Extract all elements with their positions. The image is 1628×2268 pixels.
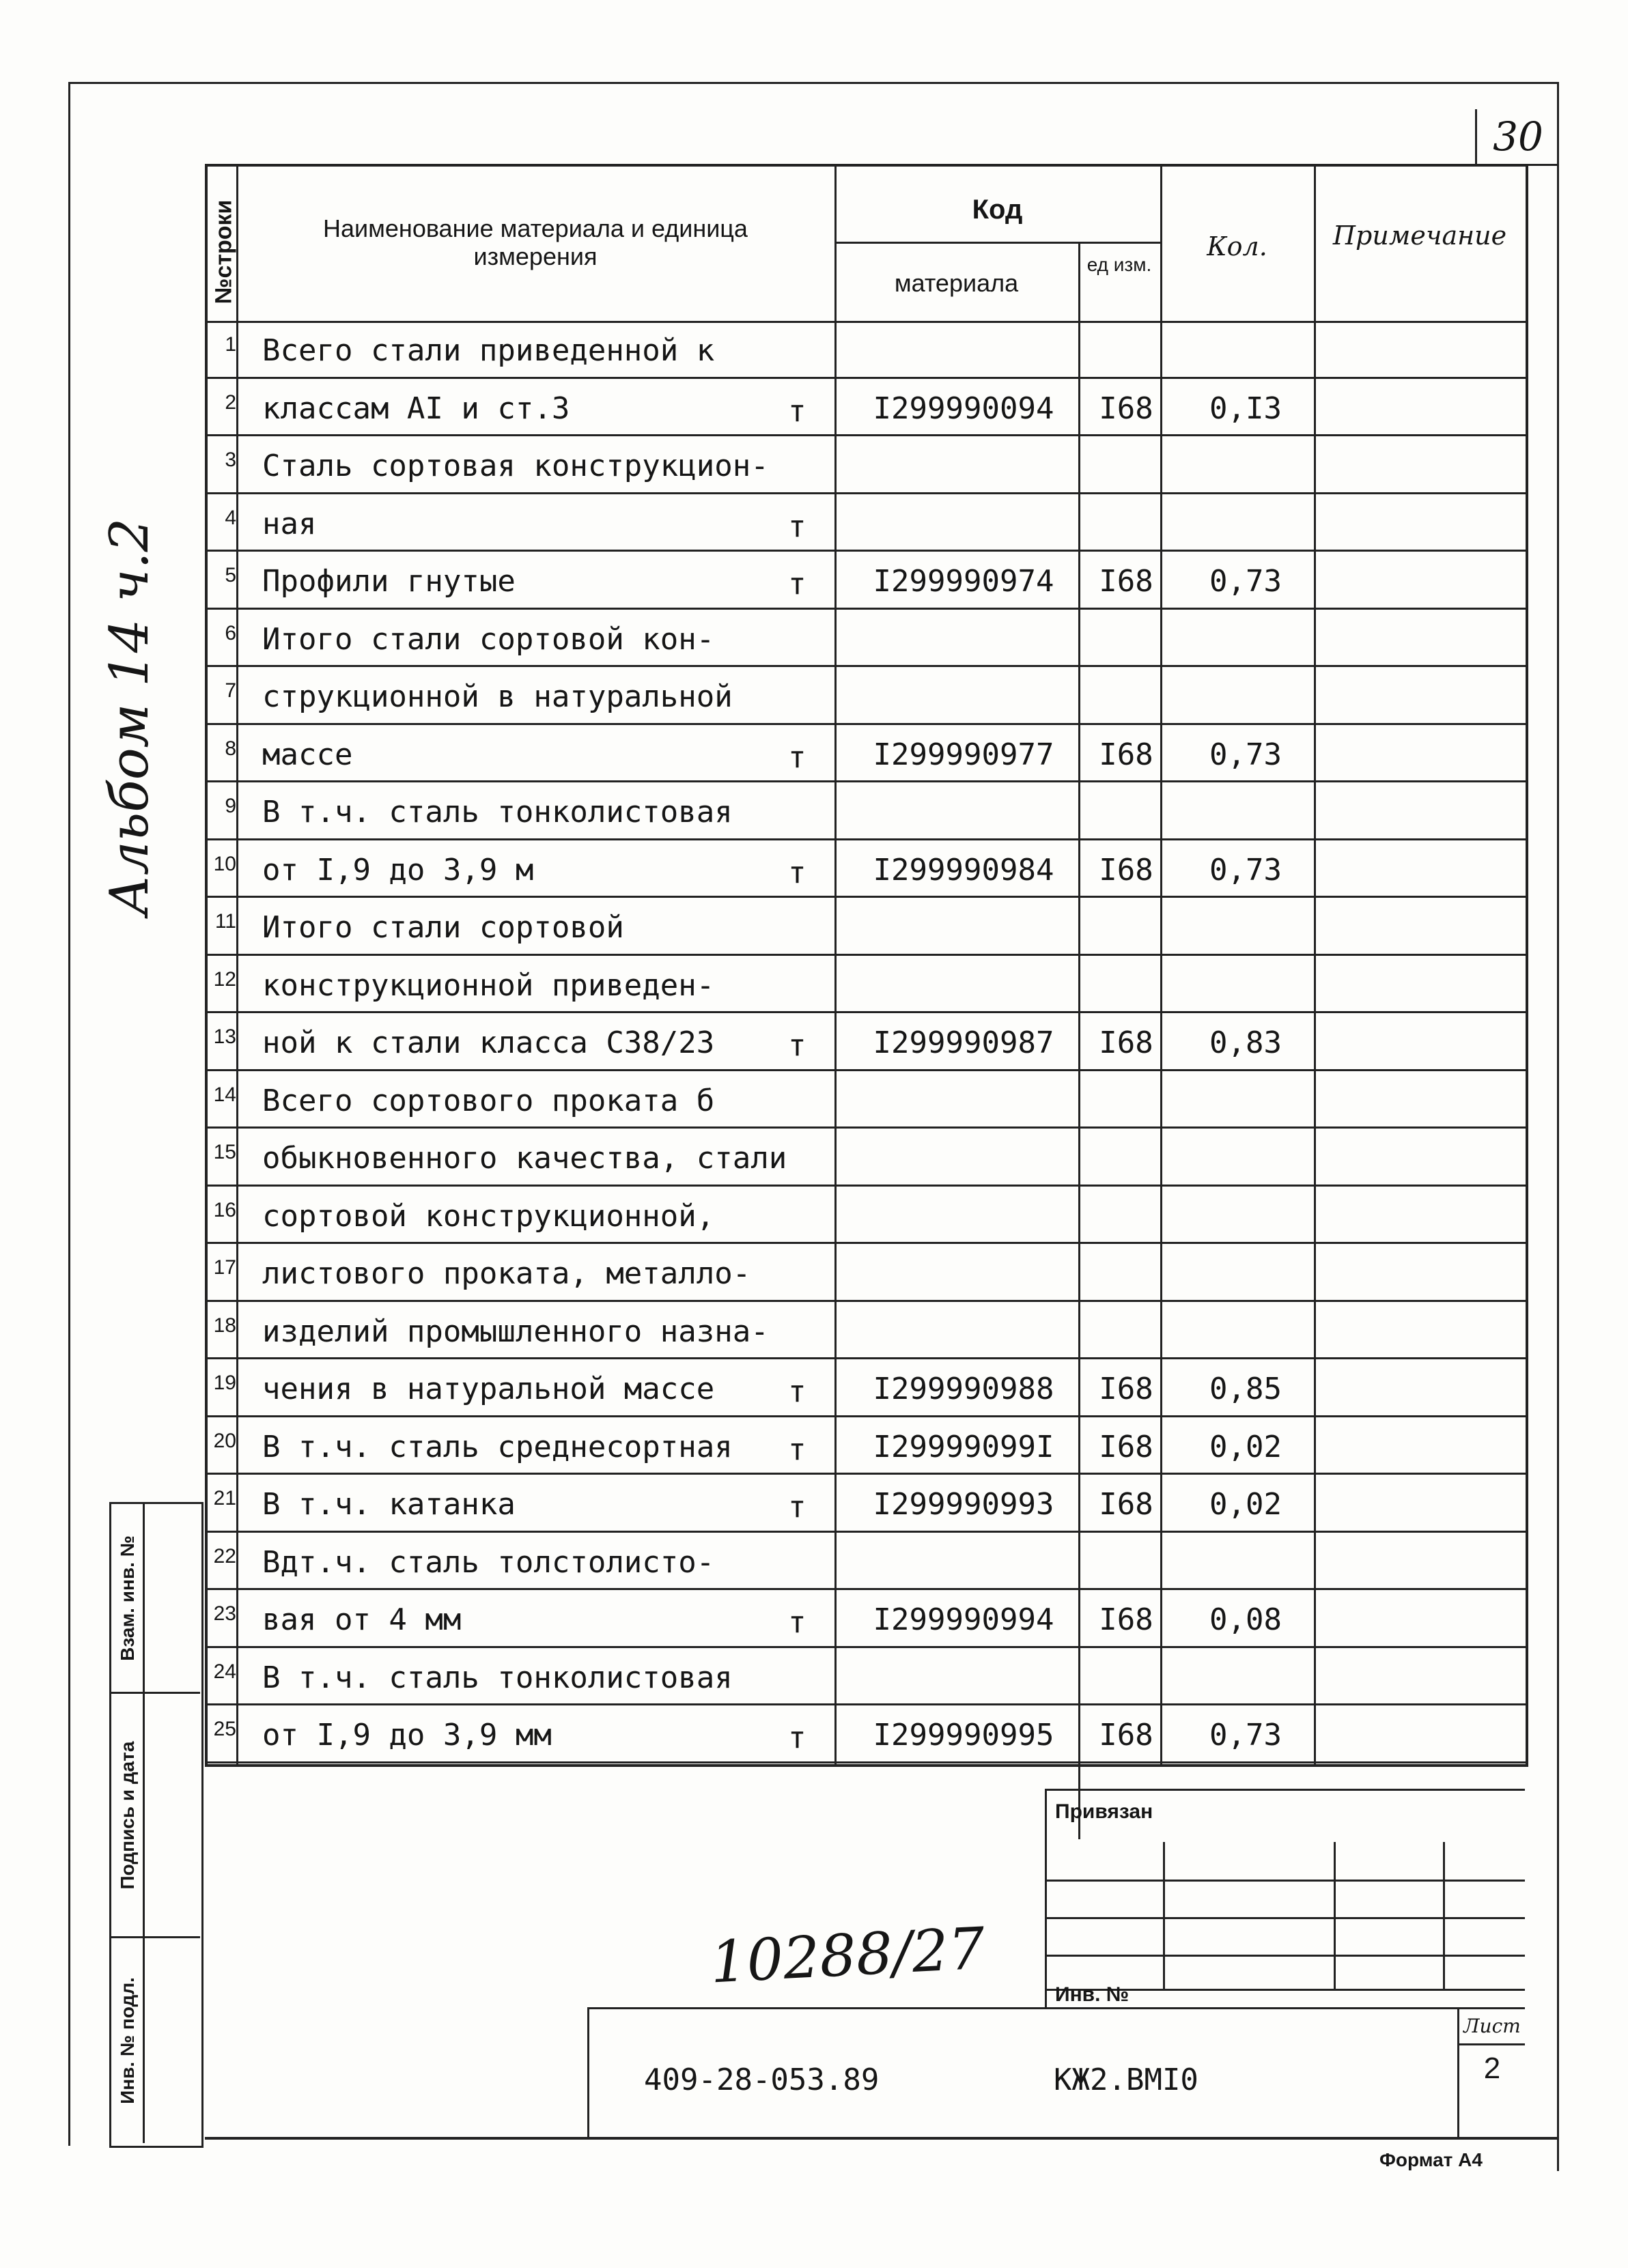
- stamp-inv-original: Инв. № подл.: [111, 1938, 200, 2143]
- attached-title: Привязан: [1055, 1800, 1153, 1823]
- table-row: [208, 1590, 1526, 1650]
- row-number: 8: [225, 737, 236, 760]
- header-code: Код: [972, 195, 1023, 225]
- table-row: [208, 1648, 1526, 1708]
- quantity: 0,I3: [1209, 391, 1282, 426]
- header-row-no: №строки: [210, 199, 237, 304]
- page-frame-right: [1557, 82, 1559, 2171]
- material-code: I299990993: [873, 1487, 1054, 1522]
- attached-inv-no: Инв. №: [1055, 1983, 1129, 2006]
- side-stamp: [109, 1502, 204, 2148]
- unit-of-measure: т: [788, 1374, 806, 1409]
- row-number: 16: [213, 1198, 236, 1221]
- table-row: [208, 956, 1526, 1016]
- table-row: [208, 1302, 1526, 1362]
- quantity: 0,73: [1209, 737, 1282, 772]
- material-name: Вдт.ч. сталь толстолисто-: [262, 1544, 715, 1580]
- material-name: струкционной в натуральной: [262, 679, 733, 714]
- table-row: [208, 1187, 1526, 1247]
- row-number: 5: [225, 564, 236, 586]
- material-code: I29999099I: [873, 1429, 1054, 1464]
- unit-of-measure: т: [788, 1432, 806, 1467]
- stamp-sign-date: Подпись и дата: [111, 1694, 200, 1938]
- table-row: [208, 840, 1526, 901]
- table-row: [208, 1129, 1526, 1189]
- quantity: 0,73: [1209, 852, 1282, 888]
- header-note: Примечание: [1332, 221, 1507, 251]
- sheet-value: 2: [1483, 2052, 1501, 2085]
- material-name: конструкционной приведен-: [262, 967, 715, 1003]
- quantity: 0,83: [1209, 1025, 1282, 1060]
- material-name: сортовой конструкционной,: [262, 1198, 715, 1234]
- unit-code: I68: [1099, 737, 1153, 772]
- row-number: 15: [213, 1141, 236, 1163]
- header-name: Наименование материала и единица измерения: [323, 214, 748, 271]
- table-row: [208, 667, 1526, 727]
- table-row: [208, 1705, 1526, 1766]
- row-number: 18: [213, 1314, 236, 1337]
- row-number: 10: [213, 852, 236, 875]
- quantity: 0,08: [1209, 1602, 1282, 1637]
- sheet-number-top: 30: [1475, 109, 1559, 166]
- header-code-material: материала: [894, 269, 1019, 297]
- title-block: [587, 2007, 1525, 2139]
- unit-of-measure: т: [788, 393, 806, 429]
- unit-code: I68: [1099, 1602, 1153, 1637]
- material-name: ная: [262, 506, 317, 541]
- quantity: 0,85: [1209, 1372, 1282, 1406]
- row-number: 14: [213, 1083, 236, 1106]
- unit-code: I68: [1099, 564, 1153, 599]
- quantity: 0,02: [1209, 1487, 1282, 1522]
- row-number: 19: [213, 1372, 236, 1394]
- format-label: Формат А4: [1379, 2149, 1483, 2170]
- unit-of-measure: т: [788, 1605, 806, 1640]
- material-code: I299990094: [873, 391, 1054, 426]
- row-number: 2: [225, 391, 236, 414]
- quantity: 0,73: [1209, 1718, 1282, 1753]
- unit-code: I68: [1099, 1718, 1153, 1753]
- material-name: от I,9 до 3,9 м: [262, 852, 534, 888]
- album-margin-note-text: Альбом 14 ч.2: [99, 518, 160, 916]
- material-name: вая от 4 мм: [262, 1602, 462, 1637]
- header-divider: [834, 242, 1160, 244]
- row-number: 25: [213, 1718, 236, 1740]
- table-row: [208, 1533, 1526, 1593]
- materials-table: [205, 164, 1528, 1767]
- table-row: [208, 552, 1526, 612]
- material-name: Сталь сортовая конструкцион-: [262, 449, 769, 483]
- row-number: 23: [213, 1602, 236, 1625]
- quantity: 0,02: [1209, 1429, 1282, 1464]
- attached-block: [1045, 1789, 1525, 2009]
- unit-of-measure: т: [788, 739, 806, 775]
- material-name: В т.ч. сталь тонколистовая: [262, 1660, 733, 1695]
- header-code-unit: ед изм.: [1086, 254, 1152, 275]
- row-number: 24: [213, 1660, 236, 1683]
- material-code: I299990974: [873, 564, 1054, 599]
- material-name: листового проката, металло-: [262, 1256, 751, 1291]
- header-qty: Кол.: [1207, 231, 1267, 261]
- row-number: 21: [213, 1487, 236, 1509]
- unit-code: I68: [1099, 1429, 1153, 1464]
- row-number: 1: [225, 333, 236, 356]
- stamp-exchange-inv: Взам. инв. №: [111, 1504, 200, 1694]
- material-code: I299990977: [873, 737, 1054, 772]
- material-name: изделий промышленного назна-: [262, 1314, 769, 1349]
- material-code: I299990994: [873, 1602, 1054, 1637]
- material-name: обыкновенного качества, стали: [262, 1141, 787, 1176]
- table-row: [208, 379, 1526, 439]
- material-name: Профили гнутые: [262, 564, 516, 599]
- unit-of-measure: т: [788, 855, 806, 890]
- material-name: чения в натуральной массе: [262, 1372, 715, 1406]
- table-row: [208, 1013, 1526, 1073]
- row-number: 13: [213, 1025, 236, 1048]
- material-code: I299990984: [873, 852, 1054, 888]
- table-row: [208, 1475, 1526, 1535]
- row-number: 7: [225, 679, 236, 702]
- row-number: 17: [213, 1256, 236, 1279]
- row-number: 11: [214, 910, 236, 933]
- unit-code: I68: [1099, 852, 1153, 888]
- unit-code: I68: [1099, 1025, 1153, 1060]
- material-name: Всего сортового проката б: [262, 1083, 715, 1118]
- material-name: ной к стали класса С38/23: [262, 1025, 715, 1060]
- material-name: массе: [262, 737, 353, 772]
- material-code: I299990987: [873, 1025, 1054, 1060]
- table-row: [208, 494, 1526, 554]
- unit-of-measure: т: [788, 1028, 806, 1063]
- material-name: Итого стали сортовой кон-: [262, 621, 715, 657]
- row-number: 4: [225, 506, 236, 529]
- row-number: 3: [225, 449, 236, 471]
- material-name: классам АI и ст.3: [262, 391, 570, 426]
- table-row: [208, 898, 1526, 958]
- unit-of-measure: т: [788, 567, 806, 601]
- table-row: [208, 1359, 1526, 1419]
- material-name: Итого стали сортовой: [262, 910, 624, 945]
- row-number: 22: [213, 1544, 236, 1568]
- quantity: 0,73: [1209, 564, 1282, 599]
- row-number: 9: [225, 795, 236, 817]
- row-number: 20: [213, 1429, 236, 1452]
- material-code: I299990995: [873, 1718, 1054, 1753]
- material-code: I299990988: [873, 1372, 1054, 1406]
- table-row: [208, 610, 1526, 670]
- row-number: 12: [213, 967, 236, 991]
- doc-section: КЖ2.ВМI0: [1054, 2063, 1198, 2097]
- material-name: В т.ч. сталь тонколистовая: [262, 795, 733, 830]
- table-row: [208, 782, 1526, 842]
- table-row: [208, 1417, 1526, 1477]
- material-name: от I,9 до 3,9 мм: [262, 1718, 552, 1753]
- handwritten-number: 10288/27: [708, 1914, 987, 1996]
- table-row: [208, 436, 1526, 496]
- unit-code: I68: [1099, 1487, 1153, 1522]
- unit-of-measure: т: [788, 1720, 806, 1755]
- unit-of-measure: т: [788, 1490, 806, 1525]
- sheet-box: [1457, 2009, 1525, 2139]
- table-row: [208, 725, 1526, 785]
- material-name: Всего стали приведенной к: [262, 333, 715, 368]
- unit-of-measure: т: [788, 509, 806, 544]
- table-row: [208, 1244, 1526, 1304]
- material-name: В т.ч. катанка: [262, 1487, 516, 1522]
- table-row: [208, 1071, 1526, 1131]
- unit-code: I68: [1099, 1372, 1153, 1406]
- doc-code: 409-28-053.89: [644, 2063, 880, 2097]
- material-name: В т.ч. сталь среднесортная: [262, 1429, 733, 1464]
- unit-code: I68: [1099, 391, 1153, 426]
- table-row: [208, 321, 1526, 381]
- row-number: 6: [225, 621, 236, 644]
- sheet-label: Лист: [1459, 2009, 1525, 2045]
